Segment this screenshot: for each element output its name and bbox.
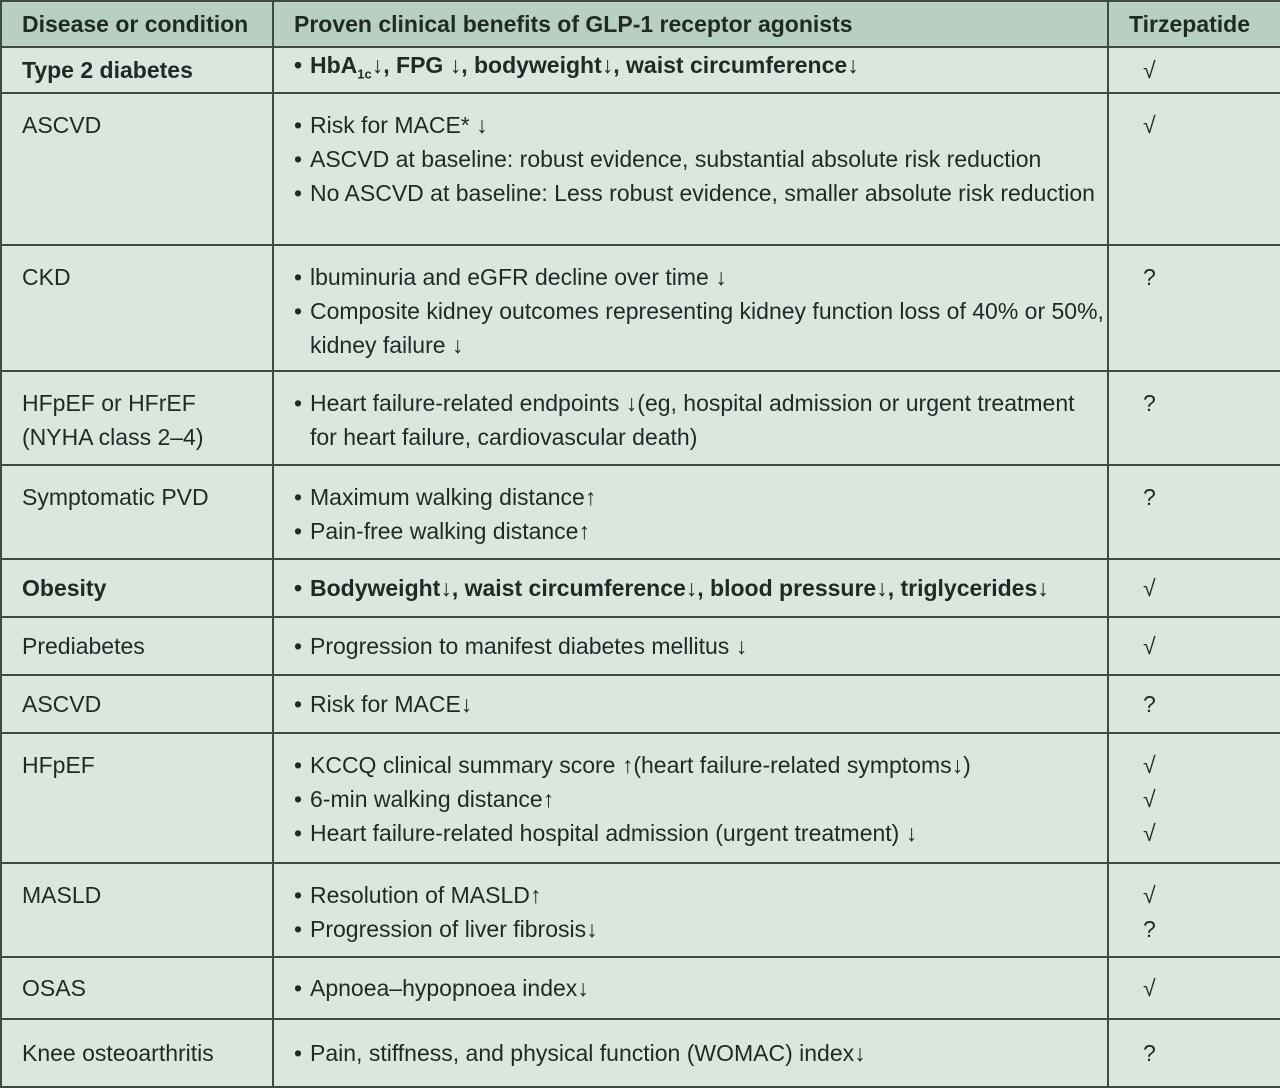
benefit-item: • Progression to manifest diabetes mellitus ↓ bbox=[294, 629, 1107, 663]
tirzepatide-mark: √ bbox=[1143, 633, 1156, 659]
tirzepatide-mark: ? bbox=[1143, 691, 1156, 717]
benefit-item: • Risk for MACE↓ bbox=[294, 687, 1107, 721]
benefit-item: • Progression of liver fibrosis↓ bbox=[294, 912, 1107, 946]
condition-cell bbox=[1, 93, 273, 245]
benefit-item: • Apnoea–hypopnoea index↓ bbox=[294, 971, 1107, 1005]
tirzepatide-cell bbox=[1108, 733, 1280, 863]
header-condition: Disease or condition bbox=[1, 1, 273, 47]
table-row bbox=[1, 245, 1280, 371]
benefit-item: • KCCQ clinical summary score ↑(heart failure-related symptoms↓) bbox=[294, 748, 1107, 782]
condition-label: Symptomatic PVD bbox=[22, 484, 209, 510]
tirzepatide-mark: √ bbox=[1143, 752, 1156, 778]
benefit-item: • Risk for MACE* ↓ bbox=[294, 108, 1107, 142]
condition-cell: ASCVD bbox=[1, 675, 273, 733]
tirzepatide-cell bbox=[1108, 675, 1280, 733]
condition-label: HFpEF or HFrEF (NYHA class 2–4) bbox=[22, 390, 204, 450]
tirzepatide-cell bbox=[1108, 465, 1280, 559]
benefit-item: • HbA$_{1c}$↓, FPG ↓, bodyweight↓, waist circumference↓ bbox=[294, 48, 1107, 92]
condition-label: ASCVD bbox=[22, 112, 102, 138]
table-row bbox=[1, 957, 1280, 1019]
table-row bbox=[1, 47, 1280, 93]
table-row bbox=[1, 559, 1280, 617]
benefit-item: • 6-min walking distance↑ bbox=[294, 782, 1107, 816]
tirzepatide-mark: √ bbox=[1143, 820, 1156, 846]
condition-label: MASLD bbox=[22, 882, 102, 908]
benefit-item: • No ASCVD at baseline: Less robust evidence, smaller absolute risk reduction bbox=[294, 176, 1107, 210]
condition-cell bbox=[1, 371, 273, 465]
benefit-item: • Resolution of MASLD↑ bbox=[294, 878, 1107, 912]
benefits-cell bbox=[273, 559, 1108, 617]
benefits-cell bbox=[273, 47, 1108, 93]
condition-cell: Type 2 diabetes bbox=[1, 47, 273, 93]
benefit-item: • Pain, stiffness, and physical function (WOMAC) index↓ bbox=[294, 1036, 1107, 1070]
tirzepatide-mark: ? bbox=[1143, 484, 1156, 510]
header-benefits: Proven clinical benefits of GLP-1 receptor agonists bbox=[273, 1, 1108, 47]
condition-cell: Knee osteoarthritis bbox=[1, 1019, 273, 1087]
condition-cell: Obesity bbox=[1, 559, 273, 617]
benefits-cell bbox=[273, 1019, 1108, 1087]
table-row bbox=[1, 371, 1280, 465]
tirzepatide-cell bbox=[1108, 957, 1280, 1019]
table-row bbox=[1, 617, 1280, 675]
tirzepatide-mark: √ bbox=[1143, 882, 1156, 908]
benefit-item: • ASCVD at baseline: robust evidence, substantial absolute risk reduction bbox=[294, 142, 1107, 176]
tirzepatide-mark: √ bbox=[1143, 975, 1156, 1001]
table-row bbox=[1, 733, 1280, 863]
condition-cell bbox=[1, 245, 273, 371]
tirzepatide-mark: √ bbox=[1143, 575, 1156, 601]
tirzepatide-cell bbox=[1108, 1019, 1280, 1087]
table-row bbox=[1, 675, 1280, 733]
condition-cell bbox=[1, 733, 273, 863]
table-row bbox=[1, 93, 1280, 245]
tirzepatide-mark: ? bbox=[1143, 1040, 1156, 1066]
benefit-item: • Heart failure-related endpoints ↓(eg, hospital admission or urgent treatment for heart failure, cardiovascular death) bbox=[294, 386, 1107, 454]
tirzepatide-cell bbox=[1108, 93, 1280, 245]
tirzepatide-mark: √ bbox=[1143, 57, 1156, 83]
benefits-cell bbox=[273, 371, 1108, 465]
tirzepatide-cell bbox=[1108, 245, 1280, 371]
benefits-cell bbox=[273, 863, 1108, 957]
tirzepatide-cell bbox=[1108, 47, 1280, 93]
tirzepatide-cell bbox=[1108, 617, 1280, 675]
benefits-cell bbox=[273, 733, 1108, 863]
condition-cell: Prediabetes bbox=[1, 617, 273, 675]
tirzepatide-mark: ? bbox=[1143, 390, 1156, 416]
benefits-cell bbox=[273, 675, 1108, 733]
table-header-row bbox=[1, 1, 1280, 47]
benefits-cell bbox=[273, 245, 1108, 371]
benefit-item: • Pain-free walking distance↑ bbox=[294, 514, 1107, 548]
condition-label: CKD bbox=[22, 264, 71, 290]
table-row bbox=[1, 1019, 1280, 1087]
benefit-item: • lbuminuria and eGFR decline over time ↓ bbox=[294, 260, 1107, 294]
benefit-item: • Heart failure-related hospital admission (urgent treatment) ↓ bbox=[294, 816, 1107, 850]
table-row bbox=[1, 863, 1280, 957]
benefit-item: • Composite kidney outcomes representing kidney function loss of 40% or 50%, kidney failure ↓ bbox=[294, 294, 1107, 362]
header-tirzepatide: Tirzepatide bbox=[1108, 1, 1280, 47]
tirzepatide-mark: ? bbox=[1143, 916, 1156, 942]
benefit-item: • Bodyweight↓, waist circumference↓, blood pressure↓, triglycerides↓ bbox=[294, 571, 1107, 605]
benefits-cell bbox=[273, 617, 1108, 675]
tirzepatide-mark: √ bbox=[1143, 112, 1156, 138]
table-row bbox=[1, 465, 1280, 559]
tirzepatide-cell bbox=[1108, 863, 1280, 957]
condition-label: HFpEF bbox=[22, 752, 95, 778]
benefits-cell bbox=[273, 465, 1108, 559]
tirzepatide-cell bbox=[1108, 559, 1280, 617]
tirzepatide-cell bbox=[1108, 371, 1280, 465]
tirzepatide-mark: ? bbox=[1143, 264, 1156, 290]
benefits-cell bbox=[273, 93, 1108, 245]
benefit-item: • Maximum walking distance↑ bbox=[294, 480, 1107, 514]
condition-cell bbox=[1, 465, 273, 559]
condition-cell: OSAS bbox=[1, 957, 273, 1019]
tirzepatide-mark: √ bbox=[1143, 786, 1156, 812]
condition-cell bbox=[1, 863, 273, 957]
benefits-cell bbox=[273, 957, 1108, 1019]
